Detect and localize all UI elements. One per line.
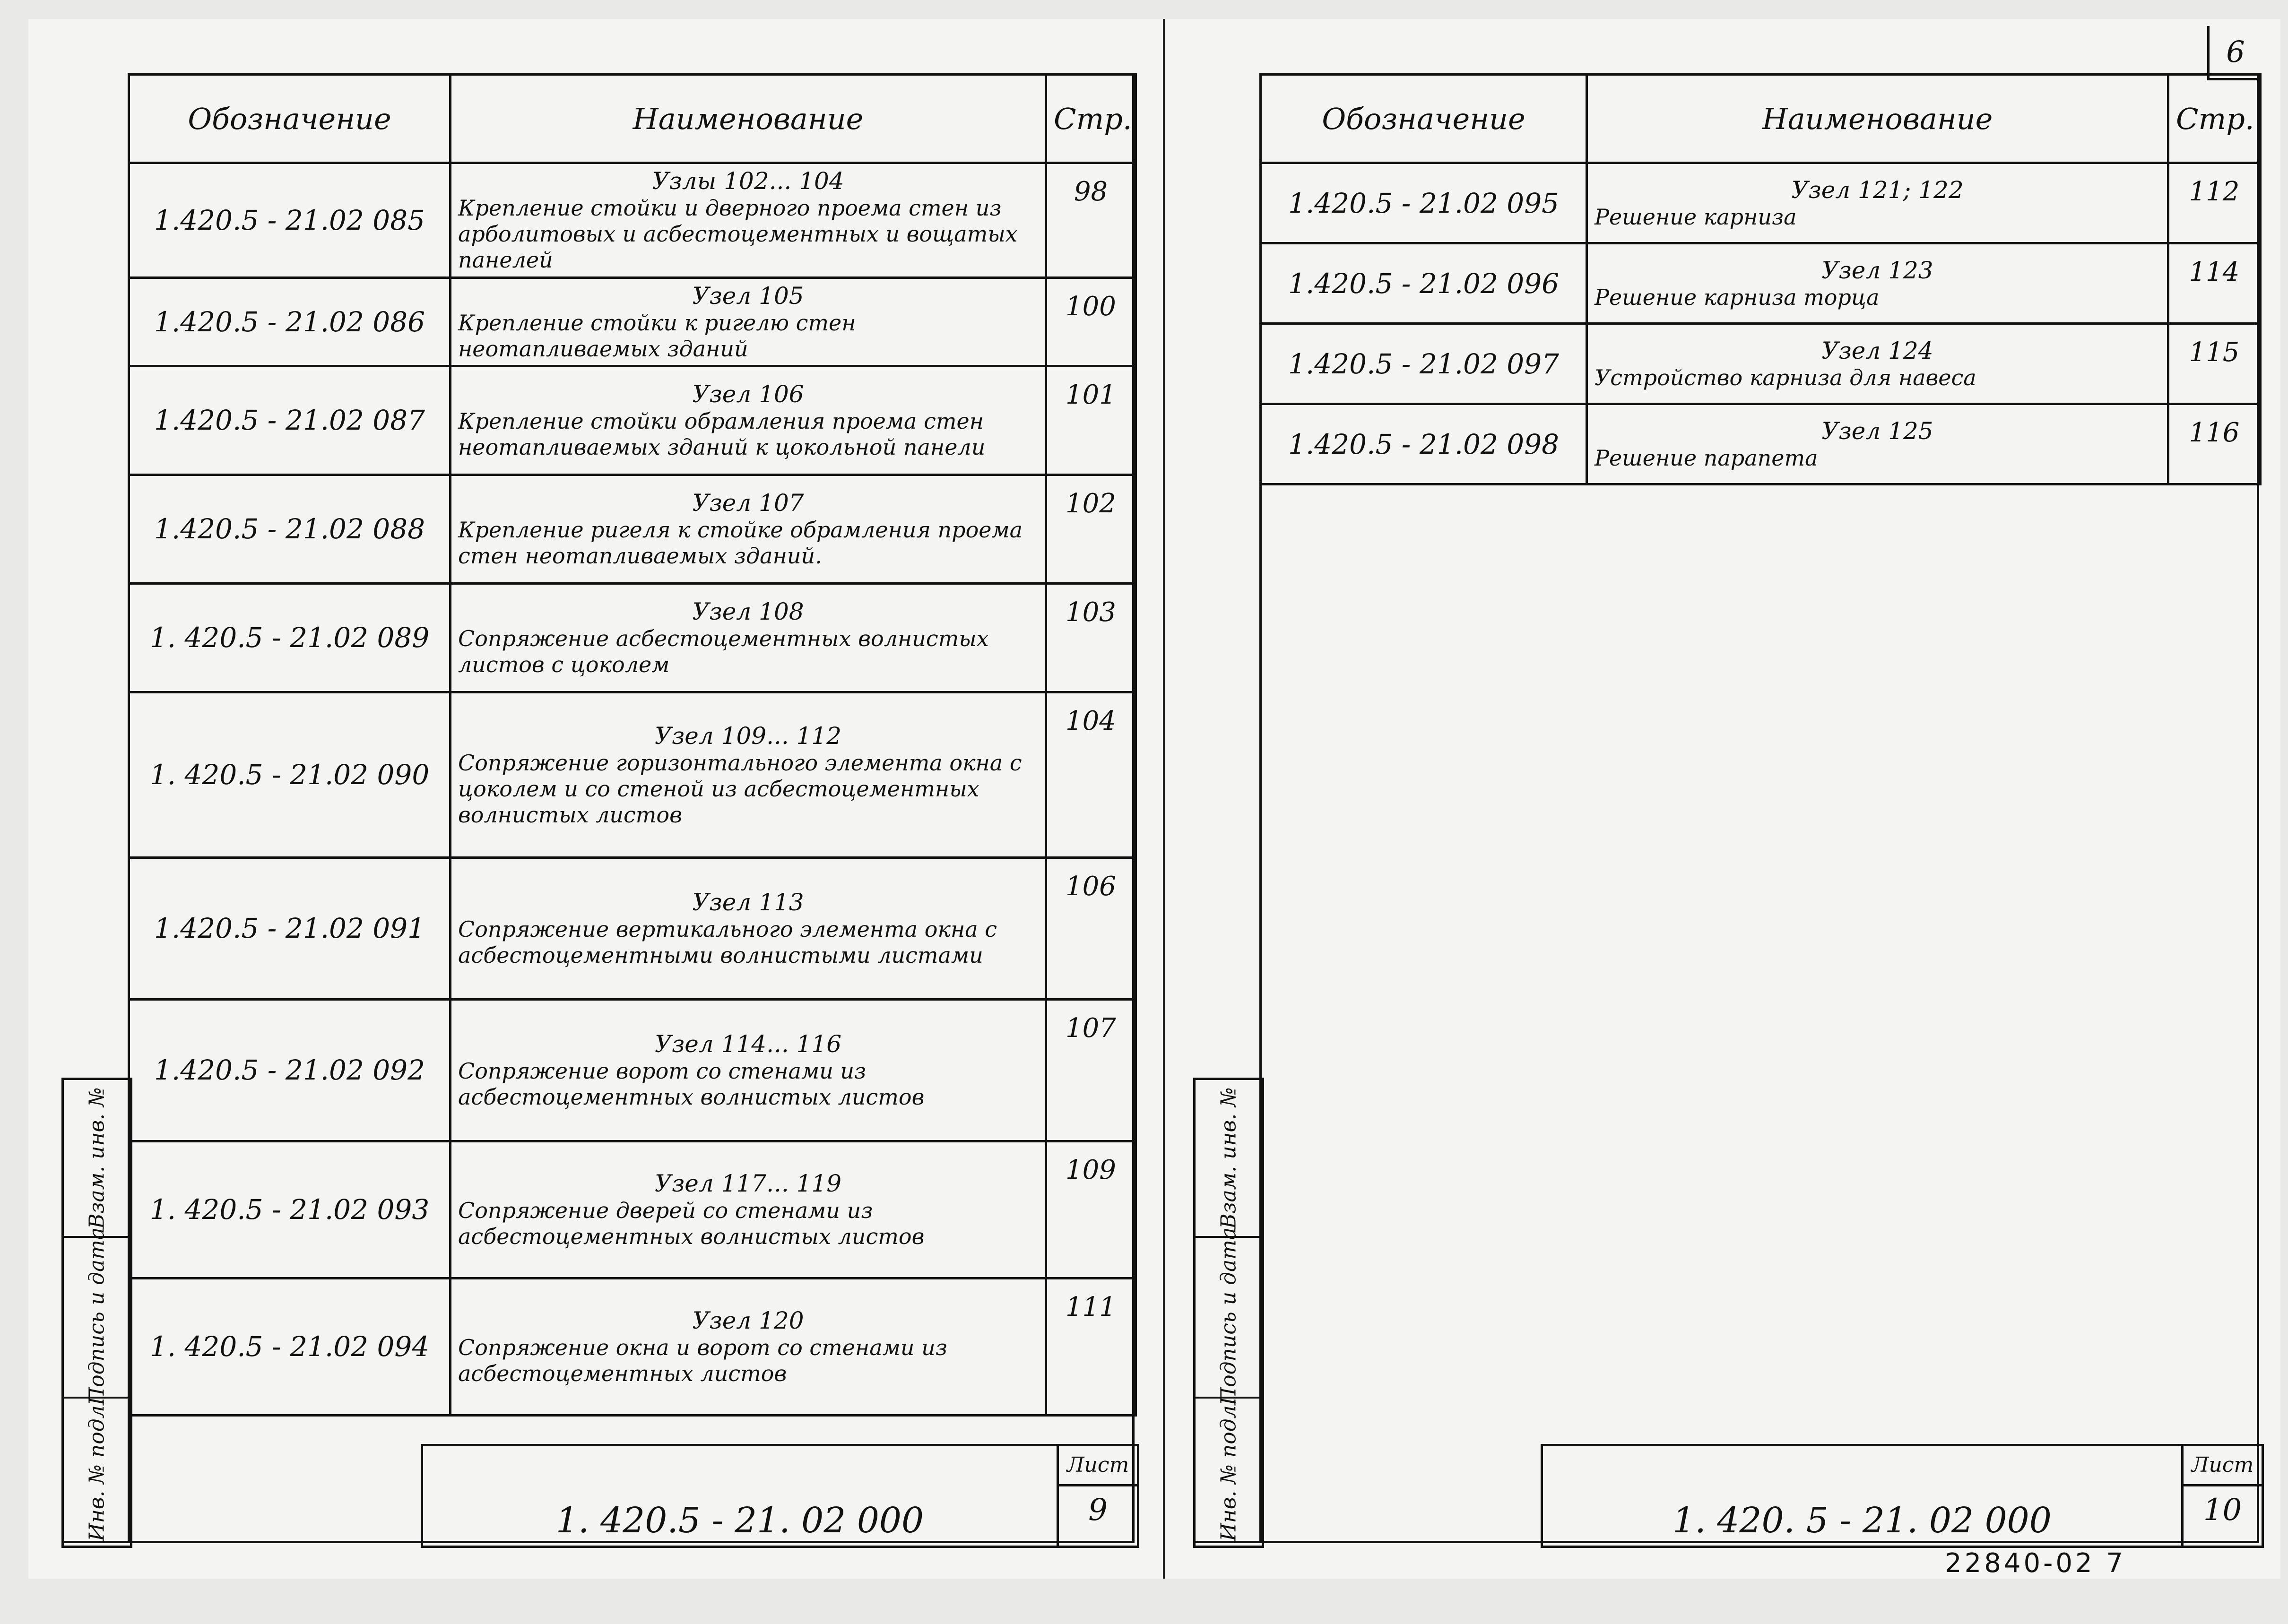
right-title-block (1541, 1444, 2264, 1548)
right-stamp-sheet-label: Лист (2181, 1446, 2262, 1486)
row-node-title: Узел 124 (1821, 337, 1933, 364)
row-page: 109 (1046, 1141, 1136, 1278)
side-label-signature-date: Подпись и дата (85, 1227, 109, 1406)
table-header (129, 75, 1136, 163)
row-node-title: Узлы 102... 104 (652, 167, 844, 195)
row-designation: 1. 420.5 - 21.02 094 (129, 1278, 451, 1415)
header-name: Наименование (1587, 75, 2168, 163)
row-node-title: Узел 105 (692, 282, 804, 310)
row-node-title: Узел 107 (692, 489, 804, 517)
row-name (451, 277, 1046, 366)
left-frame-right (1132, 73, 1135, 1543)
archive-number: 22840-02 7 (1945, 1548, 2126, 1579)
table-row (129, 583, 1136, 692)
row-designation: 1.420.5 - 21.02 086 (129, 277, 451, 366)
row-name (1587, 163, 2168, 243)
row-name (451, 1278, 1046, 1415)
corner-number: 6 (2226, 35, 2245, 69)
row-page: 100 (1046, 277, 1136, 366)
row-description: Крепление стойки к ригелю стен неотапливаемых зданий (458, 310, 856, 362)
row-designation: 1. 420.5 - 21.02 090 (129, 692, 451, 857)
left-stamp-sheet-number: 9 (1057, 1484, 1137, 1546)
side-label-replace-inv: Взам. инв. № (1216, 1087, 1241, 1229)
row-name (451, 163, 1046, 278)
row-page: 102 (1046, 475, 1136, 583)
left-title-block (421, 1444, 1139, 1548)
header-designation: Обозначение (1261, 75, 1587, 163)
row-name (451, 1141, 1046, 1278)
row-node-title: Узел 114... 116 (654, 1030, 842, 1058)
row-name (451, 999, 1046, 1141)
row-node-title: Узел 117... 119 (654, 1170, 842, 1198)
right-frame-right (2257, 73, 2259, 1543)
left-stamp-sheet-label: Лист (1057, 1446, 1137, 1486)
row-description: Сопряжение дверей со стенами из асбестоцементных волнистых листов (458, 1198, 925, 1250)
row-description: Крепление ригеля к стойке обрамления проема стен неотапливаемых зданий. (458, 517, 1023, 569)
table-row (1261, 324, 2261, 404)
header-designation: Обозначение (129, 75, 451, 163)
row-node-title: Узел 120 (692, 1307, 804, 1335)
row-designation: 1.420.5 - 21.02 098 (1261, 404, 1587, 484)
right-stamp-code: 1. 420. 5 - 21. 02 000 (1673, 1500, 2052, 1541)
row-designation: 1.420.5 - 21.02 095 (1261, 163, 1587, 243)
row-description: Решение парапета (1595, 445, 1818, 471)
table-row (129, 475, 1136, 583)
row-designation: 1.420.5 - 21.02 092 (129, 999, 451, 1141)
row-description: Крепление стойки и дверного проема стен из арболитовых и асбестоцементных и вощатых панелей (458, 195, 1018, 273)
row-designation: 1.420.5 - 21.02 097 (1261, 324, 1587, 404)
row-designation: 1.420.5 - 21.02 091 (129, 857, 451, 999)
row-page: 107 (1046, 999, 1136, 1141)
row-description: Крепление стойки обрамления проема стен неотапливаемых зданий к цокольной панели (458, 408, 986, 460)
row-designation: 1. 420.5 - 21.02 093 (129, 1141, 451, 1278)
row-name (451, 475, 1046, 583)
row-page: 98 (1046, 163, 1136, 278)
left-sheet (28, 19, 1163, 1579)
right-side-strip (1193, 1078, 1264, 1548)
row-designation: 1.420.5 - 21.02 096 (1261, 243, 1587, 324)
row-description: Решение карниза (1595, 204, 1797, 230)
row-name (1587, 404, 2168, 484)
row-node-title: Узел 109... 112 (654, 722, 842, 750)
header-page: Стр. (1046, 75, 1136, 163)
row-designation: 1. 420.5 - 21.02 089 (129, 583, 451, 692)
row-node-title: Узел 106 (692, 380, 804, 408)
row-name (451, 366, 1046, 475)
right-contents-table (1259, 73, 2262, 485)
right-stamp-sheet-number: 10 (2181, 1484, 2262, 1546)
row-node-title: Узел 121; 122 (1791, 176, 1964, 204)
row-name (1587, 243, 2168, 324)
table-row (1261, 243, 2261, 324)
row-description: Решение карниза торца (1595, 284, 1880, 310)
row-page: 104 (1046, 692, 1136, 857)
table-row (129, 1278, 1136, 1415)
side-label-original-inv: Инв. № подл. (85, 1399, 109, 1541)
row-page: 116 (2168, 404, 2261, 484)
header-page: Стр. (2168, 75, 2261, 163)
row-page: 115 (2168, 324, 2261, 404)
row-designation: 1.420.5 - 21.02 087 (129, 366, 451, 475)
row-description: Сопряжение горизонтального элемента окна с цоколем и со стеной из асбестоцементных волнистых листов (458, 750, 1022, 828)
row-page: 101 (1046, 366, 1136, 475)
row-page: 103 (1046, 583, 1136, 692)
table-row (129, 277, 1136, 366)
table-row (129, 366, 1136, 475)
table-row (129, 163, 1136, 278)
row-node-title: Узел 123 (1821, 256, 1933, 284)
corner-number-box (2207, 26, 2262, 80)
row-designation: 1.420.5 - 21.02 085 (129, 163, 451, 278)
row-node-title: Узел 113 (692, 889, 804, 916)
side-label-original-inv: Инв. № подл. (1216, 1399, 1241, 1541)
header-name: Наименование (451, 75, 1046, 163)
row-designation: 1.420.5 - 21.02 088 (129, 475, 451, 583)
row-description: Сопряжение вертикального элемента окна с асбестоцементными волнистыми листами (458, 916, 997, 968)
row-description: Устройство карниза для навеса (1595, 364, 1976, 390)
table-header (1261, 75, 2261, 163)
row-name (451, 857, 1046, 999)
table-row (1261, 163, 2261, 243)
row-description: Сопряжение окна и ворот со стенами из асбестоцементных листов (458, 1335, 947, 1387)
left-contents-table (128, 73, 1137, 1417)
row-description: Сопряжение ворот со стенами из асбестоцементных волнистых листов (458, 1058, 925, 1110)
side-label-signature-date: Подпись и дата (1216, 1227, 1241, 1406)
right-sheet (1163, 19, 2280, 1579)
table-row (129, 999, 1136, 1141)
row-page: 114 (2168, 243, 2261, 324)
left-stamp-code: 1. 420.5 - 21. 02 000 (555, 1500, 924, 1541)
row-name (451, 583, 1046, 692)
row-node-title: Узел 125 (1821, 417, 1933, 445)
table-row (129, 692, 1136, 857)
table-row (129, 857, 1136, 999)
table-row (1261, 404, 2261, 484)
row-name (1587, 324, 2168, 404)
left-side-strip (61, 1078, 132, 1548)
row-description: Сопряжение асбестоцементных волнистых листов с цоколем (458, 626, 989, 678)
row-name (451, 692, 1046, 857)
row-page: 111 (1046, 1278, 1136, 1415)
row-node-title: Узел 108 (692, 598, 804, 626)
table-row (129, 1141, 1136, 1278)
row-page: 112 (2168, 163, 2261, 243)
side-label-replace-inv: Взам. инв. № (85, 1087, 109, 1229)
row-page: 106 (1046, 857, 1136, 999)
